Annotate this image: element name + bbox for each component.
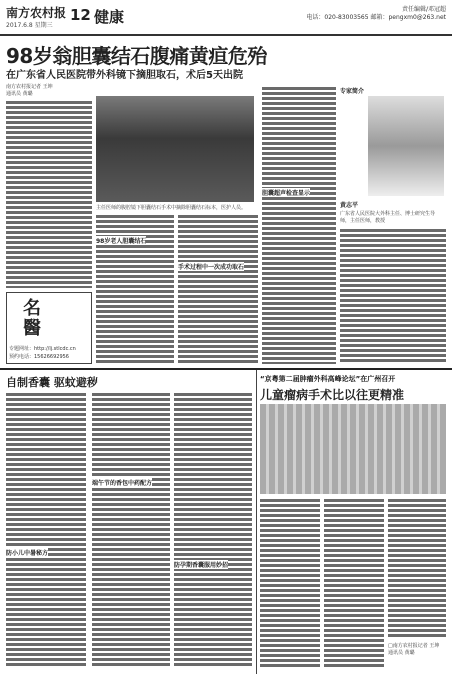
ad-box bbox=[6, 292, 92, 364]
contact-line: 电话：020-83003565 邮箱：pengxm0@263.net bbox=[306, 14, 446, 21]
editor-line: 责任编辑/邓冠超 bbox=[401, 6, 446, 13]
ad-phone: 预约电话：15626692956 bbox=[9, 354, 69, 360]
surgery-photo bbox=[96, 96, 254, 202]
expert-portrait bbox=[368, 96, 444, 196]
issue-date: 2017.6.8 星期三 bbox=[6, 22, 53, 29]
right-headline: 儿童瘤病手术比以往更精准 bbox=[260, 388, 405, 402]
left-body-2 bbox=[92, 392, 170, 668]
section-divider bbox=[0, 368, 452, 370]
section-title: 健康 bbox=[94, 8, 125, 26]
subhead-2: 手术过程中一次成功取石 bbox=[178, 264, 245, 271]
left-body-1 bbox=[6, 392, 86, 668]
right-kicker: “京粤第二届肿瘤外科高峰论坛”在广州召开 bbox=[260, 375, 396, 383]
ad-calligraphy: 名 醫 bbox=[23, 298, 41, 339]
column-divider bbox=[256, 370, 257, 674]
lead-subhead: 在广东省人民医院带外科镜下摘胆取石，术后5天出院 bbox=[6, 70, 243, 81]
subhead-3: 胆囊超声检查显示 bbox=[262, 190, 311, 197]
right-body-2 bbox=[324, 498, 384, 668]
group-photo bbox=[260, 404, 446, 494]
right-body-3 bbox=[388, 498, 446, 638]
right-body-1 bbox=[260, 498, 320, 668]
photo-caption: 主任医师的腹腔镜下胆囊结石手术中摘除胆囊结石标本，医护人员。 bbox=[96, 205, 247, 211]
lead-body-col4 bbox=[262, 86, 336, 364]
expert-desc: 广东省人民医院大外科主任、博士研究生导师，主任医师，教授 bbox=[340, 211, 436, 224]
left-subhead-2: 端午节的香包中药配方 bbox=[92, 480, 153, 487]
ad-url: 专题网址：http://lj.stlcdc.cn bbox=[9, 346, 76, 352]
lead-headline: 98岁翁胆囊结石腹痛黄疸危殆 bbox=[6, 44, 267, 68]
subhead-1: 98岁老人胆囊结石 bbox=[96, 238, 147, 245]
column-title-left: 自制香囊 驱蚊避秽 bbox=[6, 376, 98, 389]
lead-body-col1 bbox=[6, 100, 92, 288]
expert-bio bbox=[340, 228, 446, 364]
lead-byline: 南方农村报记者 王坤 通讯员 黄璐 bbox=[6, 84, 53, 97]
newspaper-logo: 南方农村报 bbox=[6, 6, 67, 20]
left-subhead-3: 防孕期香囊服用妙招 bbox=[174, 562, 229, 569]
lead-body-col3 bbox=[178, 214, 258, 364]
masthead bbox=[0, 0, 452, 36]
expert-label: 专家简介 bbox=[340, 88, 365, 95]
right-credit: □南方农村报记者 王坤 通讯员 黄璐 bbox=[388, 643, 440, 656]
editor-info bbox=[306, 6, 446, 22]
left-subhead-1: 防小儿中暑秘方 bbox=[6, 550, 49, 557]
left-body-3 bbox=[174, 392, 252, 668]
expert-name: 黄志平 bbox=[340, 202, 359, 209]
page-number: 12 bbox=[70, 6, 91, 24]
